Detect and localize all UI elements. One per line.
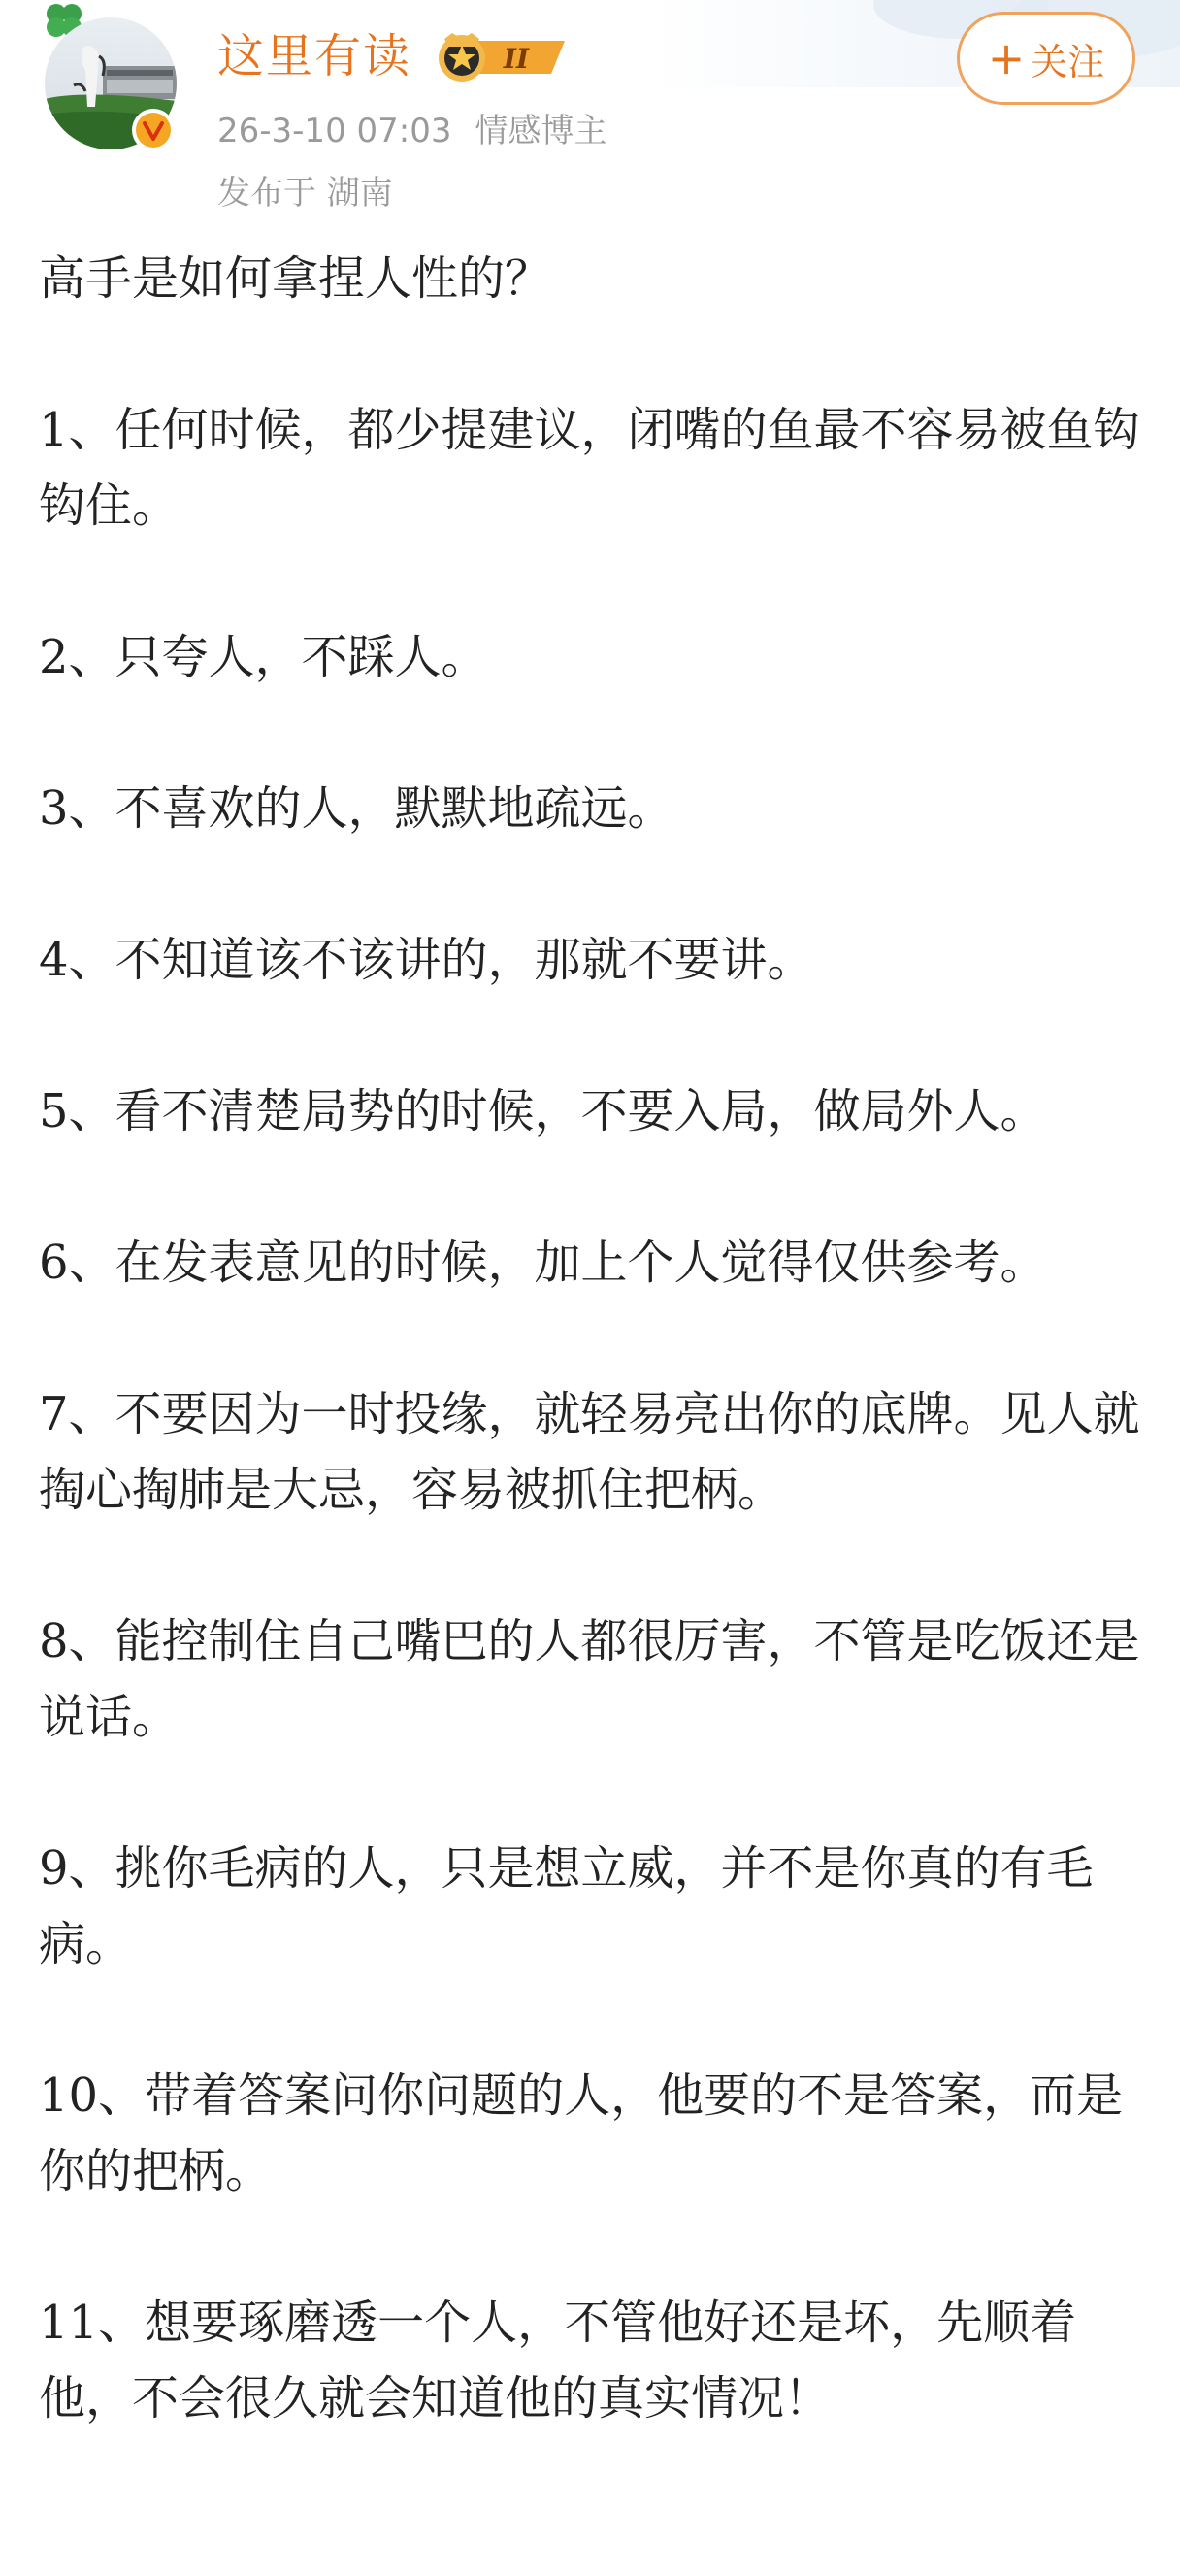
post-point-9: 9、挑你毛病的人，只是想立威，并不是你真的有毛病。 [39,1841,1094,1971]
post-meta [217,107,607,155]
post-point-3: 3、不喜欢的人，默默地疏远。 [39,781,674,836]
post-point-4: 4、不知道该不该讲的，那就不要讲。 [39,933,814,987]
author-name[interactable]: 这里有读 [217,29,412,83]
follow-button-label: 关注 [1031,40,1105,83]
post-point-10: 10、带着答案问你问题的人，他要的不是答案，而是你的把柄。 [39,2068,1124,2198]
post-location: 发布于 湖南 [217,174,393,213]
author-tag: 情感博主 [475,112,607,150]
post-timestamp: 26-3-10 07:03 [217,112,452,150]
post-point-1: 1、任何时候，都少提建议，闭嘴的鱼最不容易被鱼钩钩住。 [39,403,1140,533]
level-badge-icon [433,29,569,83]
plus-icon: + [987,32,1026,84]
follow-button[interactable] [957,12,1135,105]
post-title: 高手是如何拿捏人性的？ [39,251,552,306]
post-point-5: 5、看不清楚局势的时候，不要入局，做局外人。 [39,1084,1047,1139]
post-point-6: 6、在发表意见的时候，加上个人觉得仅供参考。 [39,1236,1047,1290]
verified-v-icon [130,107,177,153]
post-point-8: 8、能控制住自己嘴巴的人都很厉害，不管是吃饭还是说话。 [39,1614,1140,1744]
post-point-11: 11、想要琢磨透一个人，不管他好还是坏，先顺着他，不会很久就会知道他的真实情况！ [39,2295,1077,2426]
post-body [39,241,1145,2436]
level-badge-text: II [503,43,530,75]
post-point-2: 2、只夸人，不踩人。 [39,630,488,684]
post-point-7: 7、不要因为一时投缘，就轻易亮出你的底牌。见人就掏心掏肺是大忌，容易被抓住把柄。 [39,1387,1140,1517]
